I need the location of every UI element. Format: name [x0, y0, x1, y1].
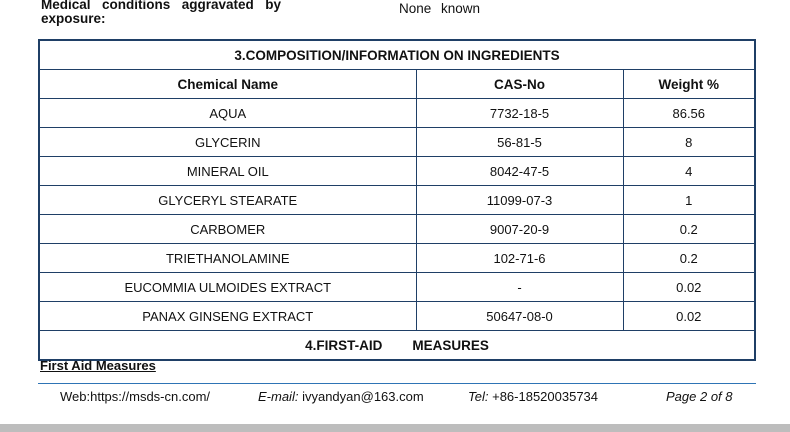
footer-divider [38, 383, 756, 384]
chemical-name-cell: MINERAL OIL [39, 157, 416, 186]
footer-page-text: Page 2 of 8 [666, 389, 733, 404]
footer-email [258, 389, 424, 404]
table-row [39, 302, 755, 331]
footer-tel-number: +86-18520035734 [492, 389, 599, 404]
weight-cell: 0.2 [623, 244, 755, 273]
table-row [39, 244, 755, 273]
table-row [39, 128, 755, 157]
chemical-name-cell: AQUA [39, 99, 416, 128]
footer-web[interactable]: Web:https://msds-cn.com/ [60, 389, 211, 404]
cas-no-cell: 8042-47-5 [416, 157, 623, 186]
footer-email-address[interactable]: ivyandyan@163.com [302, 389, 424, 404]
weight-cell: 0.02 [623, 273, 755, 302]
weight-cell: 0.2 [623, 215, 755, 244]
weight-cell: 0.02 [623, 302, 755, 331]
footer-page-number [666, 389, 733, 404]
chemical-name-cell: CARBOMER [39, 215, 416, 244]
weight-cell: 86.56 [623, 99, 755, 128]
medical-conditions-label-line1: Medical conditions aggravated by [41, 0, 281, 12]
table-row [39, 273, 755, 302]
footer-email-label: E-mail: [258, 389, 299, 404]
cas-no-cell: 102-71-6 [416, 244, 623, 273]
cas-no-cell: 56-81-5 [416, 128, 623, 157]
medical-conditions-label [41, 0, 281, 26]
chemical-name-cell: EUCOMMIA ULMOIDES EXTRACT [39, 273, 416, 302]
medical-conditions-value: None known [399, 1, 481, 16]
header-cas-no: CAS-No [416, 70, 623, 99]
table-row [39, 186, 755, 215]
composition-table [38, 39, 756, 361]
section-3-title: 3.COMPOSITION/INFORMATION ON INGREDIENTS [39, 40, 755, 70]
page-bottom-edge [0, 424, 790, 432]
header-weight: Weight % [623, 70, 755, 99]
cas-no-cell: 11099-07-3 [416, 186, 623, 215]
chemical-name-cell: PANAX GINSENG EXTRACT [39, 302, 416, 331]
medical-conditions-label-line2: exposure: [41, 11, 106, 26]
chemical-name-cell: GLYCERYL STEARATE [39, 186, 416, 215]
footer-tel-label: Tel: [468, 389, 489, 404]
chemical-name-cell: GLYCERIN [39, 128, 416, 157]
first-aid-heading: First Aid Measures [40, 358, 156, 373]
weight-cell: 4 [623, 157, 755, 186]
chemical-name-cell: TRIETHANOLAMINE [39, 244, 416, 273]
table-row [39, 99, 755, 128]
cas-no-cell: 7732-18-5 [416, 99, 623, 128]
table-row [39, 215, 755, 244]
section-4-title-part1: 4.FIRST-AID [305, 337, 383, 353]
weight-cell: 8 [623, 128, 755, 157]
cas-no-cell: 50647-08-0 [416, 302, 623, 331]
table-row [39, 157, 755, 186]
header-chemical-name: Chemical Name [39, 70, 416, 99]
weight-cell: 1 [623, 186, 755, 215]
footer-tel [468, 389, 598, 404]
section-4-title [39, 331, 755, 361]
cas-no-cell: 9007-20-9 [416, 215, 623, 244]
section-4-title-part2: MEASURES [412, 337, 489, 353]
cas-no-cell: - [416, 273, 623, 302]
